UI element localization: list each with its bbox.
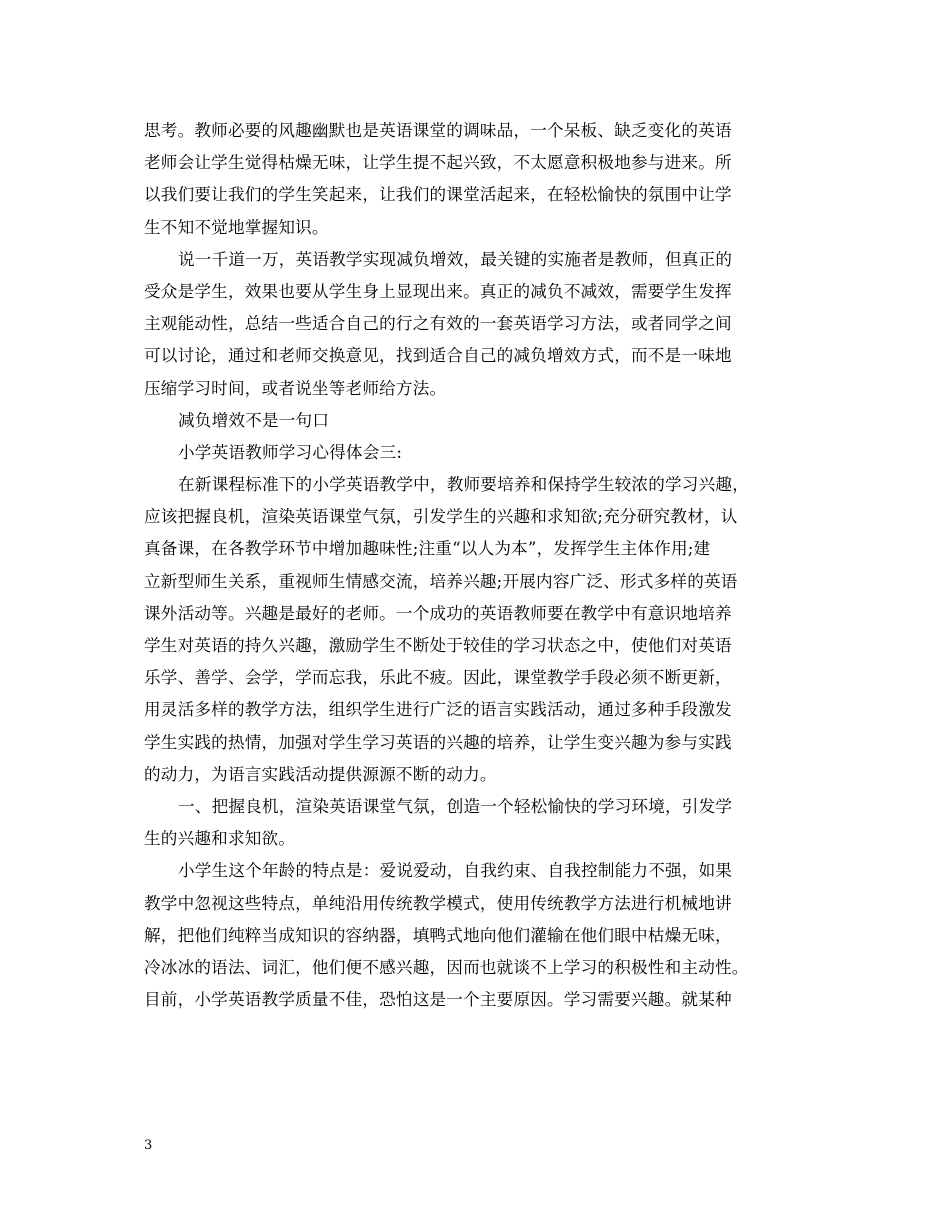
text-line: 生的兴趣和求知欲。: [144, 829, 296, 849]
text-line: 学生实践的热情，加强对学生学习英语的兴趣的培养，让学生变兴趣为参与实践: [144, 732, 732, 752]
text-line: 应该把握良机，渲染英语课堂气氛，引发学生的兴趣和求知欲;充分研究教材，认: [144, 507, 738, 527]
text-line: 冷冰冰的语法、词汇，他们便不感兴趣，因而也就谈不上学习的积极性和主动性。: [144, 957, 749, 977]
text-line: 乐学、善学、会学，学而忘我，乐此不疲。因此，课堂教学手段必须不断更新，: [144, 668, 732, 688]
text-line: 教学中忽视这些特点，单纯沿用传统教学模式，使用传统教学方法进行机械地讲: [144, 893, 732, 913]
page-number: 3: [144, 1138, 153, 1153]
text-line: 在新课程标准下的小学英语教学中，教师要培养和保持学生较浓的学习兴趣，: [178, 475, 749, 495]
text-line: 主观能动性，总结一些适合自己的行之有效的一套英语学习方法，或者同学之间: [144, 314, 732, 334]
text-line: 减负增效不是一句口: [178, 410, 330, 430]
text-line: 课外活动等。兴趣是最好的老师。一个成功的英语教师要在教学中有意识地培养: [144, 603, 732, 623]
text-line: 真备课，在各教学环节中增加趣味性;注重“以人为本”，发挥学生主体作用;建: [144, 539, 711, 559]
text-line: 受众是学生，效果也要从学生身上显现出来。真正的减负不减效，需要学生发挥: [144, 281, 732, 301]
text-line: 小学生这个年龄的特点是：爱说爱动，自我约束、自我控制能力不强，如果: [178, 861, 733, 881]
text-line: 的动力，为语言实践活动提供源源不断的动力。: [144, 764, 497, 784]
text-line: 压缩学习时间，或者说坐等老师给方法。: [144, 378, 447, 398]
text-line: 思考。教师必要的风趣幽默也是英语课堂的调味品，一个呆板、缺乏变化的英语: [144, 121, 732, 140]
text-line: 说一千道一万，英语教学实现减负增效，最关键的实施者是教师，但真正的: [178, 249, 733, 269]
text-line: 用灵活多样的教学方法，组织学生进行广泛的语言实践活动，通过多种手段激发: [144, 700, 732, 720]
body-text: [144, 115, 824, 1016]
text-line: 一、把握良机，渲染英语课堂气氛，创造一个轻松愉快的学习环境，引发学: [178, 796, 733, 816]
text-line: 小学英语教师学习心得体会三:: [178, 442, 403, 462]
text-line: 解，把他们纯粹当成知识的容纳器，填鸭式地向他们灌输在他们眼中枯燥无味，: [144, 925, 732, 945]
text-line: 以我们要让我们的学生笑起来，让我们的课堂活起来，在轻松愉快的氛围中让学: [144, 185, 732, 205]
text-line: 目前，小学英语教学质量不佳，恐怕这是一个主要原因。学习需要兴趣。就某种: [144, 990, 732, 1010]
text-line: 学生对英语的持久兴趣，激励学生不断处于较佳的学习状态之中，使他们对英语: [144, 636, 732, 655]
text-line: 老师会让学生觉得枯燥无味，让学生提不起兴致，不太愿意积极地参与进来。所: [144, 153, 732, 173]
text-line: 可以讨论，通过和老师交换意见，找到适合自己的减负增效方式，而不是一味地: [144, 346, 732, 366]
text-line: 立新型师生关系，重视师生情感交流，培养兴趣;开展内容广泛、形式多样的英语: [144, 571, 738, 591]
text-line: 生不知不觉地掌握知识。: [144, 217, 329, 237]
